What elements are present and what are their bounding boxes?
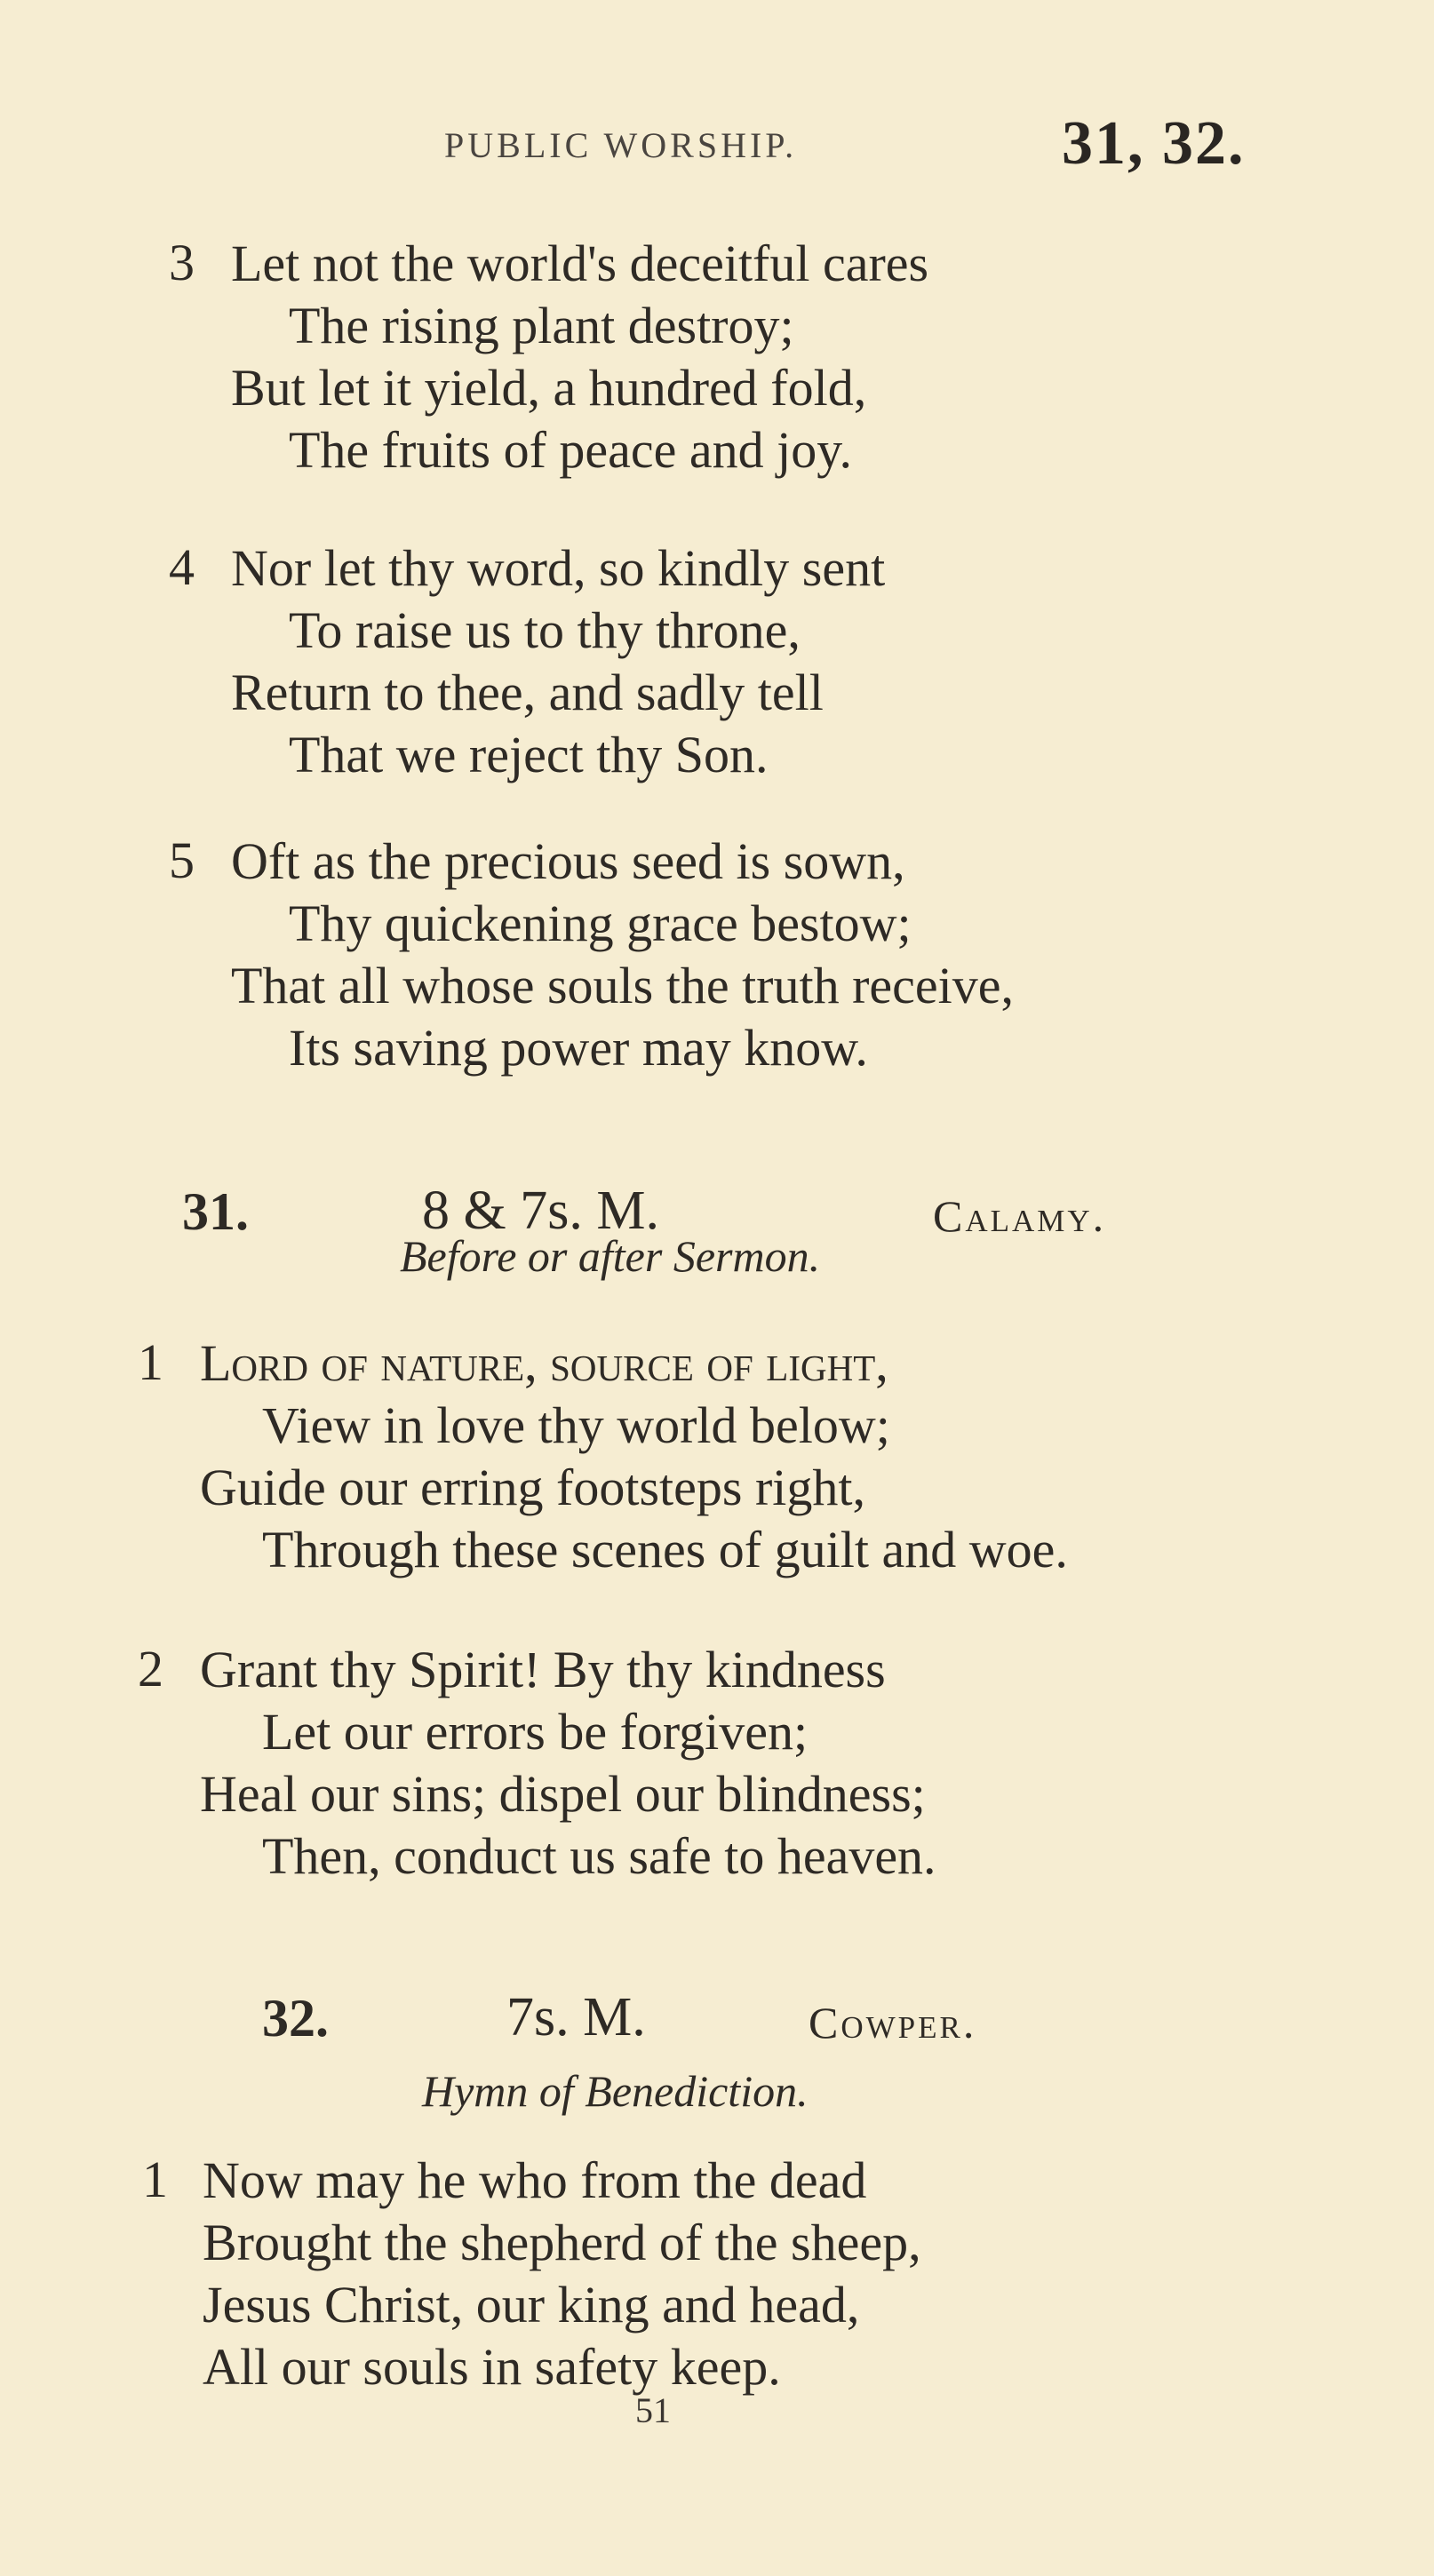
hymn-range: 31, 32. [1062,109,1246,178]
stanza-number: 1 [142,2151,168,2208]
verse-line: Let not the world's deceitful cares [231,235,929,292]
stanza-number: 2 [138,1640,163,1697]
verse-line: To raise us to thy throne, [289,601,801,659]
hymn-occasion: Hymn of Benediction. [422,2066,809,2116]
hymn-number: 31. [182,1182,249,1241]
verse-line: That all whose souls the truth receive, [231,957,1015,1014]
page-number: 51 [635,2390,671,2430]
verse-line: The fruits of peace and joy. [289,421,852,479]
stanza-number: 3 [169,234,195,291]
hymn-author: Cowper. [809,1998,977,2047]
verse-line: Brought the shepherd of the sheep, [203,2214,921,2271]
verse-line: All our souls in safety keep. [203,2338,781,2396]
verse-line: The rising plant destroy; [289,297,794,354]
verse-line: Nor let thy word, so kindly sent [231,539,886,597]
stanza-number: 4 [169,538,195,596]
verse-line: View in love thy world below; [262,1396,890,1454]
verse-line: That we reject thy Son. [289,726,769,783]
verse-line: Oft as the precious seed is sown, [231,832,905,890]
hymn-author: Calamy. [933,1191,1107,1241]
verse-line: Then, conduct us safe to heaven. [262,1827,936,1885]
verse-line: Heal our sins; dispel our blindness; [200,1765,926,1823]
verse-line: Its saving power may know. [289,1019,868,1077]
verse-line: Return to thee, and sadly tell [231,664,824,721]
running-header: PUBLIC WORSHIP. [444,125,798,165]
verse-line: Lord of nature, source of light, [200,1334,888,1392]
stanza-number: 5 [169,831,195,889]
verse-line: Jesus Christ, our king and head, [203,2276,860,2334]
hymn-meter: 8 & 7s. M. [422,1181,659,1241]
verse-line: Guide our erring footsteps right, [200,1459,866,1516]
verse-line: Let our errors be forgiven; [262,1703,809,1761]
hymn-meter: 7s. M. [506,1987,646,2047]
hymn-number: 32. [262,1989,329,2047]
verse-line: Grant thy Spirit! By thy kindness [200,1641,886,1698]
hymn-occasion: Before or after Sermon. [400,1231,821,1281]
verse-line: Thy quickening grace bestow; [289,894,912,952]
verse-line: But let it yield, a hundred fold, [231,359,867,417]
verse-line: Now may he who from the dead [203,2151,867,2209]
verse-line: Through these scenes of guilt and woe. [262,1521,1068,1578]
stanza-number: 1 [138,1333,163,1391]
